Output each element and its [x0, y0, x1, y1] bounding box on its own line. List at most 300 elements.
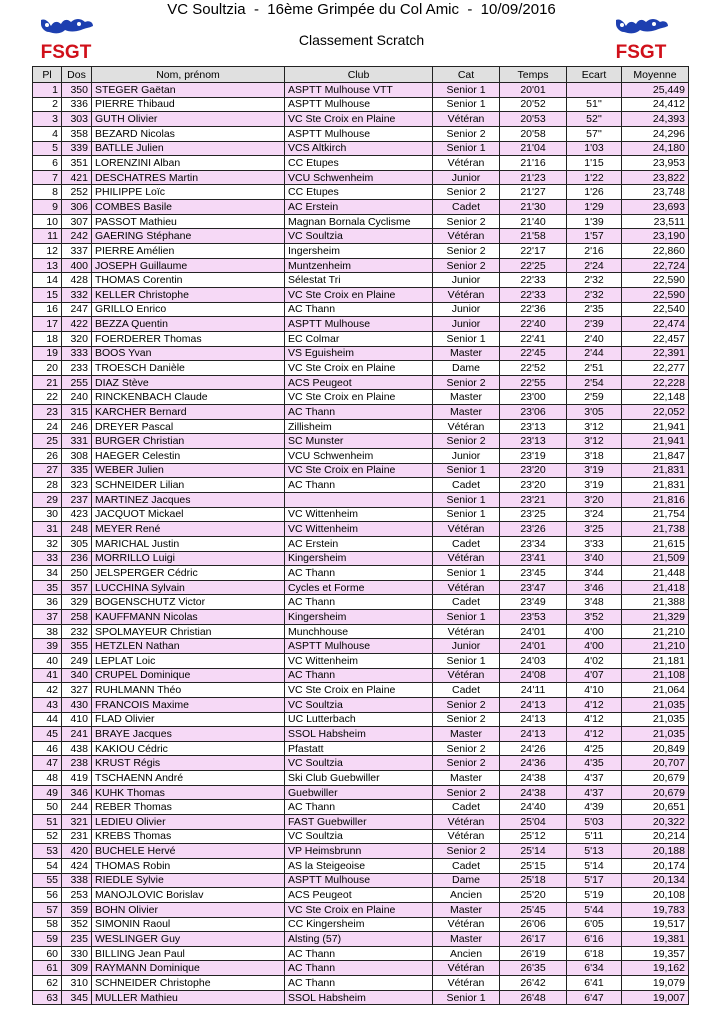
- cell-time: 23'47: [500, 580, 567, 595]
- cell-bib: 424: [62, 858, 92, 873]
- cell-place: 47: [33, 756, 62, 771]
- cell-time: 23'53: [500, 610, 567, 625]
- cell-category: Cadet: [433, 800, 500, 815]
- cell-name: BILLING Jean Paul: [92, 946, 285, 961]
- cell-category: Senior 1: [433, 331, 500, 346]
- cell-time: 22'25: [500, 258, 567, 273]
- cell-name: STEGER Gaëtan: [92, 83, 285, 98]
- cell-club: AC Thann: [285, 668, 433, 683]
- cell-average: 19,517: [622, 917, 689, 932]
- cell-category: Senior 1: [433, 990, 500, 1005]
- cell-time: 22'33: [500, 273, 567, 288]
- cell-club: Zillisheim: [285, 419, 433, 434]
- cell-place: 57: [33, 902, 62, 917]
- cell-time: 21'40: [500, 214, 567, 229]
- cell-gap: 5'17: [567, 873, 622, 888]
- cell-bib: 355: [62, 639, 92, 654]
- cell-bib: 244: [62, 800, 92, 815]
- cell-time: 23'34: [500, 536, 567, 551]
- cell-time: 23'00: [500, 390, 567, 405]
- cell-club: FAST Guebwiller: [285, 815, 433, 830]
- cell-bib: 308: [62, 449, 92, 464]
- cell-bib: 400: [62, 258, 92, 273]
- cell-bib: 315: [62, 405, 92, 420]
- cell-club: AC Thann: [285, 405, 433, 420]
- cell-name: BRAYE Jacques: [92, 727, 285, 742]
- cell-name: TSCHAENN André: [92, 771, 285, 786]
- cell-category: Vétéran: [433, 917, 500, 932]
- table-row: [33, 653, 689, 668]
- cell-name: KREBS Thomas: [92, 829, 285, 844]
- cell-gap: 6'18: [567, 946, 622, 961]
- cell-time: 26'42: [500, 976, 567, 991]
- cell-time: 23'06: [500, 405, 567, 420]
- col-header-club: Club: [285, 67, 433, 83]
- cell-name: REBER Thomas: [92, 800, 285, 815]
- cell-name: COMBES Basile: [92, 200, 285, 215]
- cell-bib: 242: [62, 229, 92, 244]
- cell-bib: 336: [62, 97, 92, 112]
- cell-bib: 232: [62, 624, 92, 639]
- cell-club: AC Thann: [285, 478, 433, 493]
- cell-bib: 345: [62, 990, 92, 1005]
- cell-name: SPOLMAYEUR Christian: [92, 624, 285, 639]
- cell-name: LUCCHINA Sylvain: [92, 580, 285, 595]
- cell-bib: 309: [62, 961, 92, 976]
- cell-time: 21'16: [500, 156, 567, 171]
- cell-place: 44: [33, 712, 62, 727]
- cell-club: VC Ste Croix en Plaine: [285, 463, 433, 478]
- cell-time: 26'17: [500, 932, 567, 947]
- cell-club: Cycles et Forme: [285, 580, 433, 595]
- cell-club: AC Thann: [285, 946, 433, 961]
- cell-place: 13: [33, 258, 62, 273]
- cell-place: 43: [33, 697, 62, 712]
- cell-bib: 430: [62, 697, 92, 712]
- cell-average: 19,381: [622, 932, 689, 947]
- cell-bib: 237: [62, 492, 92, 507]
- cell-bib: 419: [62, 771, 92, 786]
- table-row: [33, 961, 689, 976]
- col-header-ecart: Ecart: [567, 67, 622, 83]
- cell-place: 28: [33, 478, 62, 493]
- cell-gap: 6'34: [567, 961, 622, 976]
- cell-gap: 4'37: [567, 785, 622, 800]
- col-header-name: Nom, prénom: [92, 67, 285, 83]
- cell-place: 9: [33, 200, 62, 215]
- cell-place: 7: [33, 170, 62, 185]
- table-row: [33, 478, 689, 493]
- cell-time: 26'35: [500, 961, 567, 976]
- table-row: [33, 610, 689, 625]
- cell-name: KRUST Régis: [92, 756, 285, 771]
- cell-average: 20,849: [622, 741, 689, 756]
- cell-bib: 236: [62, 551, 92, 566]
- cell-place: 1: [33, 83, 62, 98]
- cell-category: Senior 2: [433, 844, 500, 859]
- col-header-dos: Dos: [62, 67, 92, 83]
- table-row: [33, 214, 689, 229]
- cell-category: Vétéran: [433, 976, 500, 991]
- cell-club: VC Ste Croix en Plaine: [285, 361, 433, 376]
- cell-gap: 2'35: [567, 302, 622, 317]
- cell-average: 21,035: [622, 712, 689, 727]
- cell-time: 26'06: [500, 917, 567, 932]
- table-row: [33, 873, 689, 888]
- cell-name: KAKIOU Cédric: [92, 741, 285, 756]
- cell-average: 22,540: [622, 302, 689, 317]
- cell-category: Cadet: [433, 536, 500, 551]
- cell-place: 60: [33, 946, 62, 961]
- cell-gap: 52'': [567, 112, 622, 127]
- table-row: [33, 83, 689, 98]
- cell-name: BOOS Yvan: [92, 346, 285, 361]
- cell-place: 32: [33, 536, 62, 551]
- cell-category: Senior 1: [433, 83, 500, 98]
- cell-name: MEYER René: [92, 522, 285, 537]
- cell-name: DESCHATRES Martin: [92, 170, 285, 185]
- cell-club: ASPTT Mulhouse: [285, 317, 433, 332]
- cell-category: Vétéran: [433, 815, 500, 830]
- cell-place: 5: [33, 141, 62, 156]
- cell-name: JOSEPH Guillaume: [92, 258, 285, 273]
- col-header-temps: Temps: [500, 67, 567, 83]
- table-row: [33, 244, 689, 259]
- cell-gap: 1'22: [567, 170, 622, 185]
- cell-time: 23'19: [500, 449, 567, 464]
- cell-average: 19,007: [622, 990, 689, 1005]
- cell-gap: 4'35: [567, 756, 622, 771]
- cell-average: 21,108: [622, 668, 689, 683]
- cell-category: Vétéran: [433, 580, 500, 595]
- cell-category: Senior 2: [433, 434, 500, 449]
- cell-average: 22,391: [622, 346, 689, 361]
- cell-average: 19,357: [622, 946, 689, 961]
- cell-gap: 51'': [567, 97, 622, 112]
- cell-average: 21,941: [622, 434, 689, 449]
- cell-gap: 3'20: [567, 492, 622, 507]
- cell-category: Master: [433, 902, 500, 917]
- cell-average: 21,738: [622, 522, 689, 537]
- cell-gap: 3'18: [567, 449, 622, 464]
- cell-time: 23'26: [500, 522, 567, 537]
- table-row: [33, 741, 689, 756]
- cell-place: 58: [33, 917, 62, 932]
- header-row: [33, 67, 689, 83]
- cell-time: 25'15: [500, 858, 567, 873]
- cell-time: 22'45: [500, 346, 567, 361]
- cell-category: Vétéran: [433, 112, 500, 127]
- table-row: [33, 258, 689, 273]
- cell-category: Dame: [433, 361, 500, 376]
- table-row: [33, 888, 689, 903]
- cell-average: 21,816: [622, 492, 689, 507]
- cell-club: Magnan Bornala Cyclisme: [285, 214, 433, 229]
- cell-gap: 4'00: [567, 639, 622, 654]
- cell-bib: 249: [62, 653, 92, 668]
- table-row: [33, 932, 689, 947]
- table-row: [33, 566, 689, 581]
- cell-bib: 305: [62, 536, 92, 551]
- cell-category: Vétéran: [433, 229, 500, 244]
- cell-average: 20,134: [622, 873, 689, 888]
- cell-average: 24,393: [622, 112, 689, 127]
- cell-average: 19,079: [622, 976, 689, 991]
- cell-category: Senior 1: [433, 463, 500, 478]
- cell-club: AC Thann: [285, 595, 433, 610]
- cell-category: Senior 2: [433, 244, 500, 259]
- table-row: [33, 815, 689, 830]
- cell-place: 53: [33, 844, 62, 859]
- cell-place: 22: [33, 390, 62, 405]
- cell-name: DIAZ Stève: [92, 375, 285, 390]
- cell-average: 23,693: [622, 200, 689, 215]
- cell-club: SC Munster: [285, 434, 433, 449]
- cell-bib: 303: [62, 112, 92, 127]
- cell-name: BOHN Olivier: [92, 902, 285, 917]
- cell-gap: 5'13: [567, 844, 622, 859]
- cell-club: ASPTT Mulhouse: [285, 126, 433, 141]
- cell-gap: 2'32: [567, 287, 622, 302]
- cell-time: 22'55: [500, 375, 567, 390]
- cell-name: KELLER Christophe: [92, 287, 285, 302]
- cell-time: 20'01: [500, 83, 567, 98]
- cell-category: Senior 2: [433, 741, 500, 756]
- cell-name: LORENZINI Alban: [92, 156, 285, 171]
- cell-category: Master: [433, 727, 500, 742]
- cell-name: WESLINGER Guy: [92, 932, 285, 947]
- cell-gap: 2'51: [567, 361, 622, 376]
- cell-club: ACS Peugeot: [285, 888, 433, 903]
- cell-average: 22,860: [622, 244, 689, 259]
- cell-bib: 231: [62, 829, 92, 844]
- cell-name: MANOJLOVIC Borislav: [92, 888, 285, 903]
- cell-average: 23,748: [622, 185, 689, 200]
- table-row: [33, 492, 689, 507]
- cell-bib: 248: [62, 522, 92, 537]
- cell-place: 18: [33, 331, 62, 346]
- cell-average: 21,831: [622, 478, 689, 493]
- cell-gap: 3'48: [567, 595, 622, 610]
- cell-time: 24'01: [500, 624, 567, 639]
- table-row: [33, 434, 689, 449]
- cell-club: VC Wittenheim: [285, 653, 433, 668]
- cell-time: 24'01: [500, 639, 567, 654]
- cell-average: 21,035: [622, 727, 689, 742]
- cell-gap: 3'19: [567, 478, 622, 493]
- cell-category: Vétéran: [433, 668, 500, 683]
- table-row: [33, 800, 689, 815]
- cell-club: Ingersheim: [285, 244, 433, 259]
- cell-average: 22,052: [622, 405, 689, 420]
- cell-bib: 327: [62, 683, 92, 698]
- cell-average: 20,679: [622, 771, 689, 786]
- table-row: [33, 273, 689, 288]
- cell-gap: 5'44: [567, 902, 622, 917]
- cell-bib: 337: [62, 244, 92, 259]
- cell-bib: 252: [62, 185, 92, 200]
- cell-club: Muntzenheim: [285, 258, 433, 273]
- cell-category: Senior 1: [433, 97, 500, 112]
- cell-place: 36: [33, 595, 62, 610]
- cell-category: Vétéran: [433, 624, 500, 639]
- cell-time: 25'14: [500, 844, 567, 859]
- cell-name: HETZLEN Nathan: [92, 639, 285, 654]
- cell-name: PHILIPPE Loïc: [92, 185, 285, 200]
- cell-club: Ski Club Guebwiller: [285, 771, 433, 786]
- cell-club: VC Ste Croix en Plaine: [285, 390, 433, 405]
- table-row: [33, 771, 689, 786]
- cell-category: Dame: [433, 873, 500, 888]
- cell-club: Guebwiller: [285, 785, 433, 800]
- cell-category: Senior 2: [433, 126, 500, 141]
- cell-bib: 307: [62, 214, 92, 229]
- cell-category: Master: [433, 405, 500, 420]
- cell-bib: 258: [62, 610, 92, 625]
- cell-bib: 335: [62, 463, 92, 478]
- cell-place: 6: [33, 156, 62, 171]
- cell-bib: 321: [62, 815, 92, 830]
- cell-name: BUCHELE Hervé: [92, 844, 285, 859]
- cell-club: SSOL Habsheim: [285, 727, 433, 742]
- cell-club: CC Kingersheim: [285, 917, 433, 932]
- cell-category: Senior 2: [433, 756, 500, 771]
- cell-time: 21'04: [500, 141, 567, 156]
- cell-time: 24'26: [500, 741, 567, 756]
- cell-bib: 238: [62, 756, 92, 771]
- cell-gap: 4'07: [567, 668, 622, 683]
- cell-name: MARICHAL Justin: [92, 536, 285, 551]
- cell-place: 63: [33, 990, 62, 1005]
- cell-time: 23'45: [500, 566, 567, 581]
- table-row: [33, 683, 689, 698]
- cell-time: 21'27: [500, 185, 567, 200]
- table-row: [33, 287, 689, 302]
- cell-club: VC Soultzia: [285, 756, 433, 771]
- cell-bib: 329: [62, 595, 92, 610]
- cell-gap: 1'03: [567, 141, 622, 156]
- cell-gap: 1'26: [567, 185, 622, 200]
- cell-name: FOERDERER Thomas: [92, 331, 285, 346]
- cell-bib: 357: [62, 580, 92, 595]
- cell-name: MULLER Mathieu: [92, 990, 285, 1005]
- cell-bib: 246: [62, 419, 92, 434]
- cell-club: AC Thann: [285, 302, 433, 317]
- cell-place: 26: [33, 449, 62, 464]
- cell-bib: 253: [62, 888, 92, 903]
- cell-name: RIEDLE Sylvie: [92, 873, 285, 888]
- cell-club: VCU Schwenheim: [285, 170, 433, 185]
- cell-average: 22,474: [622, 317, 689, 332]
- cell-category: Cadet: [433, 200, 500, 215]
- cell-bib: 359: [62, 902, 92, 917]
- cell-time: 22'33: [500, 287, 567, 302]
- cell-place: 37: [33, 610, 62, 625]
- cell-gap: 6'41: [567, 976, 622, 991]
- cell-time: 21'23: [500, 170, 567, 185]
- cell-gap: 2'39: [567, 317, 622, 332]
- cell-category: Junior: [433, 302, 500, 317]
- cell-gap: 4'00: [567, 624, 622, 639]
- cell-average: 19,162: [622, 961, 689, 976]
- cell-bib: 330: [62, 946, 92, 961]
- cell-club: ASPTT Mulhouse: [285, 639, 433, 654]
- results-table: [32, 66, 689, 1005]
- table-row: [33, 946, 689, 961]
- cell-gap: 6'16: [567, 932, 622, 947]
- cell-name: TROESCH Danièle: [92, 361, 285, 376]
- cell-name: BOGENSCHUTZ Victor: [92, 595, 285, 610]
- cell-gap: 6'47: [567, 990, 622, 1005]
- cell-place: 2: [33, 97, 62, 112]
- cell-category: Senior 1: [433, 141, 500, 156]
- cell-gap: 3'44: [567, 566, 622, 581]
- cell-name: FRANCOIS Maxime: [92, 697, 285, 712]
- cell-category: Master: [433, 771, 500, 786]
- cell-time: 22'41: [500, 331, 567, 346]
- cell-time: 22'52: [500, 361, 567, 376]
- table-row: [33, 419, 689, 434]
- cell-gap: 3'25: [567, 522, 622, 537]
- table-row: [33, 902, 689, 917]
- cell-bib: 358: [62, 126, 92, 141]
- cell-bib: 331: [62, 434, 92, 449]
- cell-place: 15: [33, 287, 62, 302]
- cell-gap: 57'': [567, 126, 622, 141]
- cell-club: VC Wittenheim: [285, 507, 433, 522]
- cell-bib: 233: [62, 361, 92, 376]
- cell-category: Vétéran: [433, 419, 500, 434]
- cell-time: 23'13: [500, 434, 567, 449]
- cell-average: 20,651: [622, 800, 689, 815]
- cell-average: 20,174: [622, 858, 689, 873]
- cell-club: Sélestat Tri: [285, 273, 433, 288]
- cell-time: 24'38: [500, 771, 567, 786]
- cell-average: 20,707: [622, 756, 689, 771]
- cell-gap: 2'59: [567, 390, 622, 405]
- cell-place: 21: [33, 375, 62, 390]
- cell-category: Cadet: [433, 478, 500, 493]
- cell-average: 20,214: [622, 829, 689, 844]
- cell-bib: 420: [62, 844, 92, 859]
- table-row: [33, 727, 689, 742]
- cell-bib: 255: [62, 375, 92, 390]
- cell-average: 20,322: [622, 815, 689, 830]
- cell-category: Senior 1: [433, 653, 500, 668]
- page-title: VC Soultzia - 16ème Grimpée du Col Amic - 10/09/2016: [167, 1, 556, 18]
- cell-category: Cadet: [433, 683, 500, 698]
- table-row: [33, 551, 689, 566]
- cell-category: Senior 1: [433, 566, 500, 581]
- cell-average: 21,847: [622, 449, 689, 464]
- cell-time: 23'49: [500, 595, 567, 610]
- cell-place: 23: [33, 405, 62, 420]
- cell-name: KARCHER Bernard: [92, 405, 285, 420]
- cell-club: AC Thann: [285, 961, 433, 976]
- cell-gap: 2'40: [567, 331, 622, 346]
- cell-bib: 428: [62, 273, 92, 288]
- cell-category: Senior 1: [433, 507, 500, 522]
- cell-bib: 310: [62, 976, 92, 991]
- cell-place: 24: [33, 419, 62, 434]
- cell-category: Senior 2: [433, 375, 500, 390]
- table-row: [33, 346, 689, 361]
- cell-bib: 421: [62, 170, 92, 185]
- cell-average: 19,783: [622, 902, 689, 917]
- cell-category: Junior: [433, 449, 500, 464]
- col-header-moyenne: Moyenne: [622, 67, 689, 83]
- cell-place: 25: [33, 434, 62, 449]
